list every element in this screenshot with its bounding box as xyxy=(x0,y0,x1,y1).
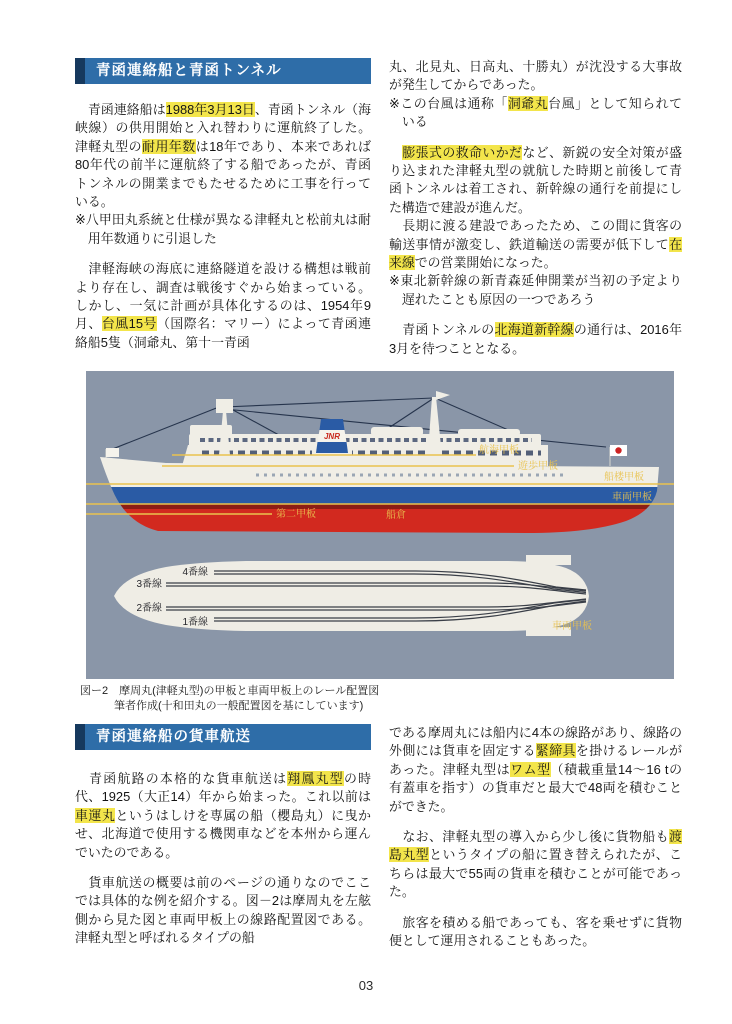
paragraph xyxy=(389,724,682,816)
paragraph xyxy=(75,770,371,862)
label-promenade-deck: 遊歩甲板 xyxy=(518,461,558,472)
text-run: ※八甲田丸系統と仕様が異なる津軽丸と松前丸は耐用年数通りに引退した xyxy=(75,212,371,246)
text-run: 旅客を積める船であっても、客を乗せずに貨物便として運用されることもあった。 xyxy=(389,914,682,949)
japan-flag xyxy=(610,445,627,466)
figure-caption-line1: 図ー2 摩周丸(津軽丸型)の甲板と車両甲板上のレール配置図 xyxy=(80,685,380,697)
section1-right-paragraphs xyxy=(389,58,682,358)
page-number: 03 xyxy=(358,978,374,993)
highlighted-text: 北海道新幹線 xyxy=(494,322,574,338)
figure-ship-diagram xyxy=(86,371,674,679)
text-run: 青函航路の本格的な貨車航送は xyxy=(75,771,288,786)
paragraph xyxy=(389,321,682,358)
text-run: （積載重量14～16 tの有蓋車を指す）の貨車だと最大で48両を積むことができた。 xyxy=(389,761,683,814)
section2-left-column xyxy=(75,724,371,948)
section2-heading: 青函連絡船の貨車航送 xyxy=(96,729,251,745)
highlighted-text: 車運丸 xyxy=(75,807,116,823)
label-track3: 3番線 xyxy=(136,579,162,590)
section1-heading: 青函連絡船と青函トンネル xyxy=(96,63,282,79)
section2-heading-bar xyxy=(75,724,371,750)
highlighted-text: 洞爺丸 xyxy=(507,95,549,111)
text-run: 津軽海峡の海底に連絡隧道を設ける構想は戦前より存在し、調査は戦後すぐから始まっている。しかし、一気に計画が具体化するのは、1954年9月、 xyxy=(75,261,371,332)
text-run xyxy=(389,145,402,160)
text-run: ※この台風は通称「 xyxy=(389,95,508,111)
highlighted-text: ワム型 xyxy=(510,761,551,777)
text-run: である摩周丸には船内に4本の線路があり、線路の外側には貨車を固定する xyxy=(389,725,682,759)
label-track2: 2番線 xyxy=(136,603,162,614)
section2-right-paragraphs xyxy=(389,724,682,950)
text-run: 長期に渡る建設であったため、この間に貨客の輸送事情が激変し、鉄道輸送の需要が低下して xyxy=(389,218,682,252)
heading-accent xyxy=(75,724,85,750)
highlighted-text: 渡島丸型 xyxy=(389,829,682,863)
highlighted-text: 緊締具 xyxy=(535,743,576,759)
paragraph xyxy=(75,101,371,211)
paragraph xyxy=(389,217,682,272)
section1-heading-bar xyxy=(75,58,371,84)
paragraph xyxy=(75,874,371,948)
label-track1: 1番線 xyxy=(182,617,208,628)
section2-left-paragraphs xyxy=(75,770,371,948)
text-run: （国際名：マリー）によって青函連絡船5隻（洞爺丸、第十一青函 xyxy=(75,316,372,350)
paragraph xyxy=(389,828,682,902)
highlighted-text: 1988年3月13日 xyxy=(165,102,255,117)
text-run: ※東北新幹線の新青森延伸開業が当初の予定より遅れたことも原因の一つであろう xyxy=(389,273,682,307)
text-run: 、青函トンネル（海峡線）の供用開始と入れ替わりに運航終了した。津軽丸型の xyxy=(75,102,371,154)
paragraph xyxy=(389,144,682,218)
highlighted-text: 在来線 xyxy=(389,236,682,271)
figure-caption-line2: 筆者作成(十和田丸の一般配置図を基にしています) xyxy=(114,700,364,712)
footnote xyxy=(389,272,682,309)
highlighted-text: 耐用年数 xyxy=(142,138,196,154)
funnel-jnr-logo: JNR xyxy=(323,432,341,441)
highlighted-text: 翔鳳丸型 xyxy=(287,771,344,786)
text-run: の通行は、2016年3月を待つこととなる。 xyxy=(389,322,682,356)
section1-right-column xyxy=(389,58,682,358)
highlighted-text: 台風15号 xyxy=(101,316,157,332)
text-run: を掛けるレールがあった。津軽丸型は xyxy=(389,743,683,777)
aft-mast-flag xyxy=(436,391,450,400)
text-run: の時代、1925（大正14）年から始まった。これ以前は xyxy=(75,771,372,805)
section1-left-paragraphs xyxy=(75,101,371,352)
text-run: 貨車航送の概要は前のページの通りなのでここでは具体的な例を紹介する。図－2は摩周丸を左舷側から見た図と車両甲板上の線路配置図である。津軽丸型と呼ばれるタイプの船 xyxy=(75,875,371,946)
text-run: 丸、北見丸、日高丸、十勝丸）が沈没する大事故が発生してからであった。 xyxy=(389,59,682,93)
footnote xyxy=(75,211,371,248)
text-run: 青函連絡船は xyxy=(75,102,166,117)
label-plan-vehicle-deck: 車両甲板 xyxy=(552,621,592,632)
heading-accent xyxy=(75,58,85,84)
label-hold: 船倉 xyxy=(386,510,406,521)
paragraph xyxy=(389,914,682,951)
section1-left-column xyxy=(75,58,371,352)
highlighted-text: 膨張式の救命いかだ xyxy=(402,144,523,160)
label-navigation-deck: 航海甲板 xyxy=(479,445,519,456)
text-run: というタイプの船に置き替えられたが、こちらは最大で55両の貨車を積むことが可能であった。 xyxy=(389,847,682,900)
text-run: は18年であり、本来であれば80年代の前半に運航終了する船であったが、青函トンネルの開業までもたせるために工事を行っている。 xyxy=(75,138,372,210)
crow-nest xyxy=(216,399,233,413)
text-run: というはしけを専属の船（櫻島丸）に曳かせ、北海道で使用する機関車などを本州から運んでいたのである。 xyxy=(75,807,372,860)
text-run: 青函トンネルの xyxy=(389,322,495,338)
section2-right-column xyxy=(389,724,682,950)
paragraph xyxy=(389,58,682,95)
ship-illustration xyxy=(86,371,674,679)
text-run: 台風」として知られている xyxy=(401,95,682,130)
footnote xyxy=(389,95,682,132)
label-second-deck: 第二甲板 xyxy=(276,509,316,520)
text-run: での営業開始になった。 xyxy=(414,255,557,271)
text-run: など、新鋭の安全対策が盛り込まれた津軽丸型の就航した時期と前後して青函トンネルは着工され、新幹線の通行を前提にした構造で建設が進んだ。 xyxy=(389,144,683,215)
label-superstructure-deck: 船楼甲板 xyxy=(604,472,644,483)
text-run: なお、津軽丸型の導入から少し後に貨物船も xyxy=(389,829,670,845)
paragraph xyxy=(75,260,371,352)
label-track4: 4番線 xyxy=(182,567,208,578)
figure-caption xyxy=(80,684,379,714)
vehicle-deck-plan xyxy=(114,555,592,636)
label-vehicle-deck: 車両甲板 xyxy=(612,492,652,503)
